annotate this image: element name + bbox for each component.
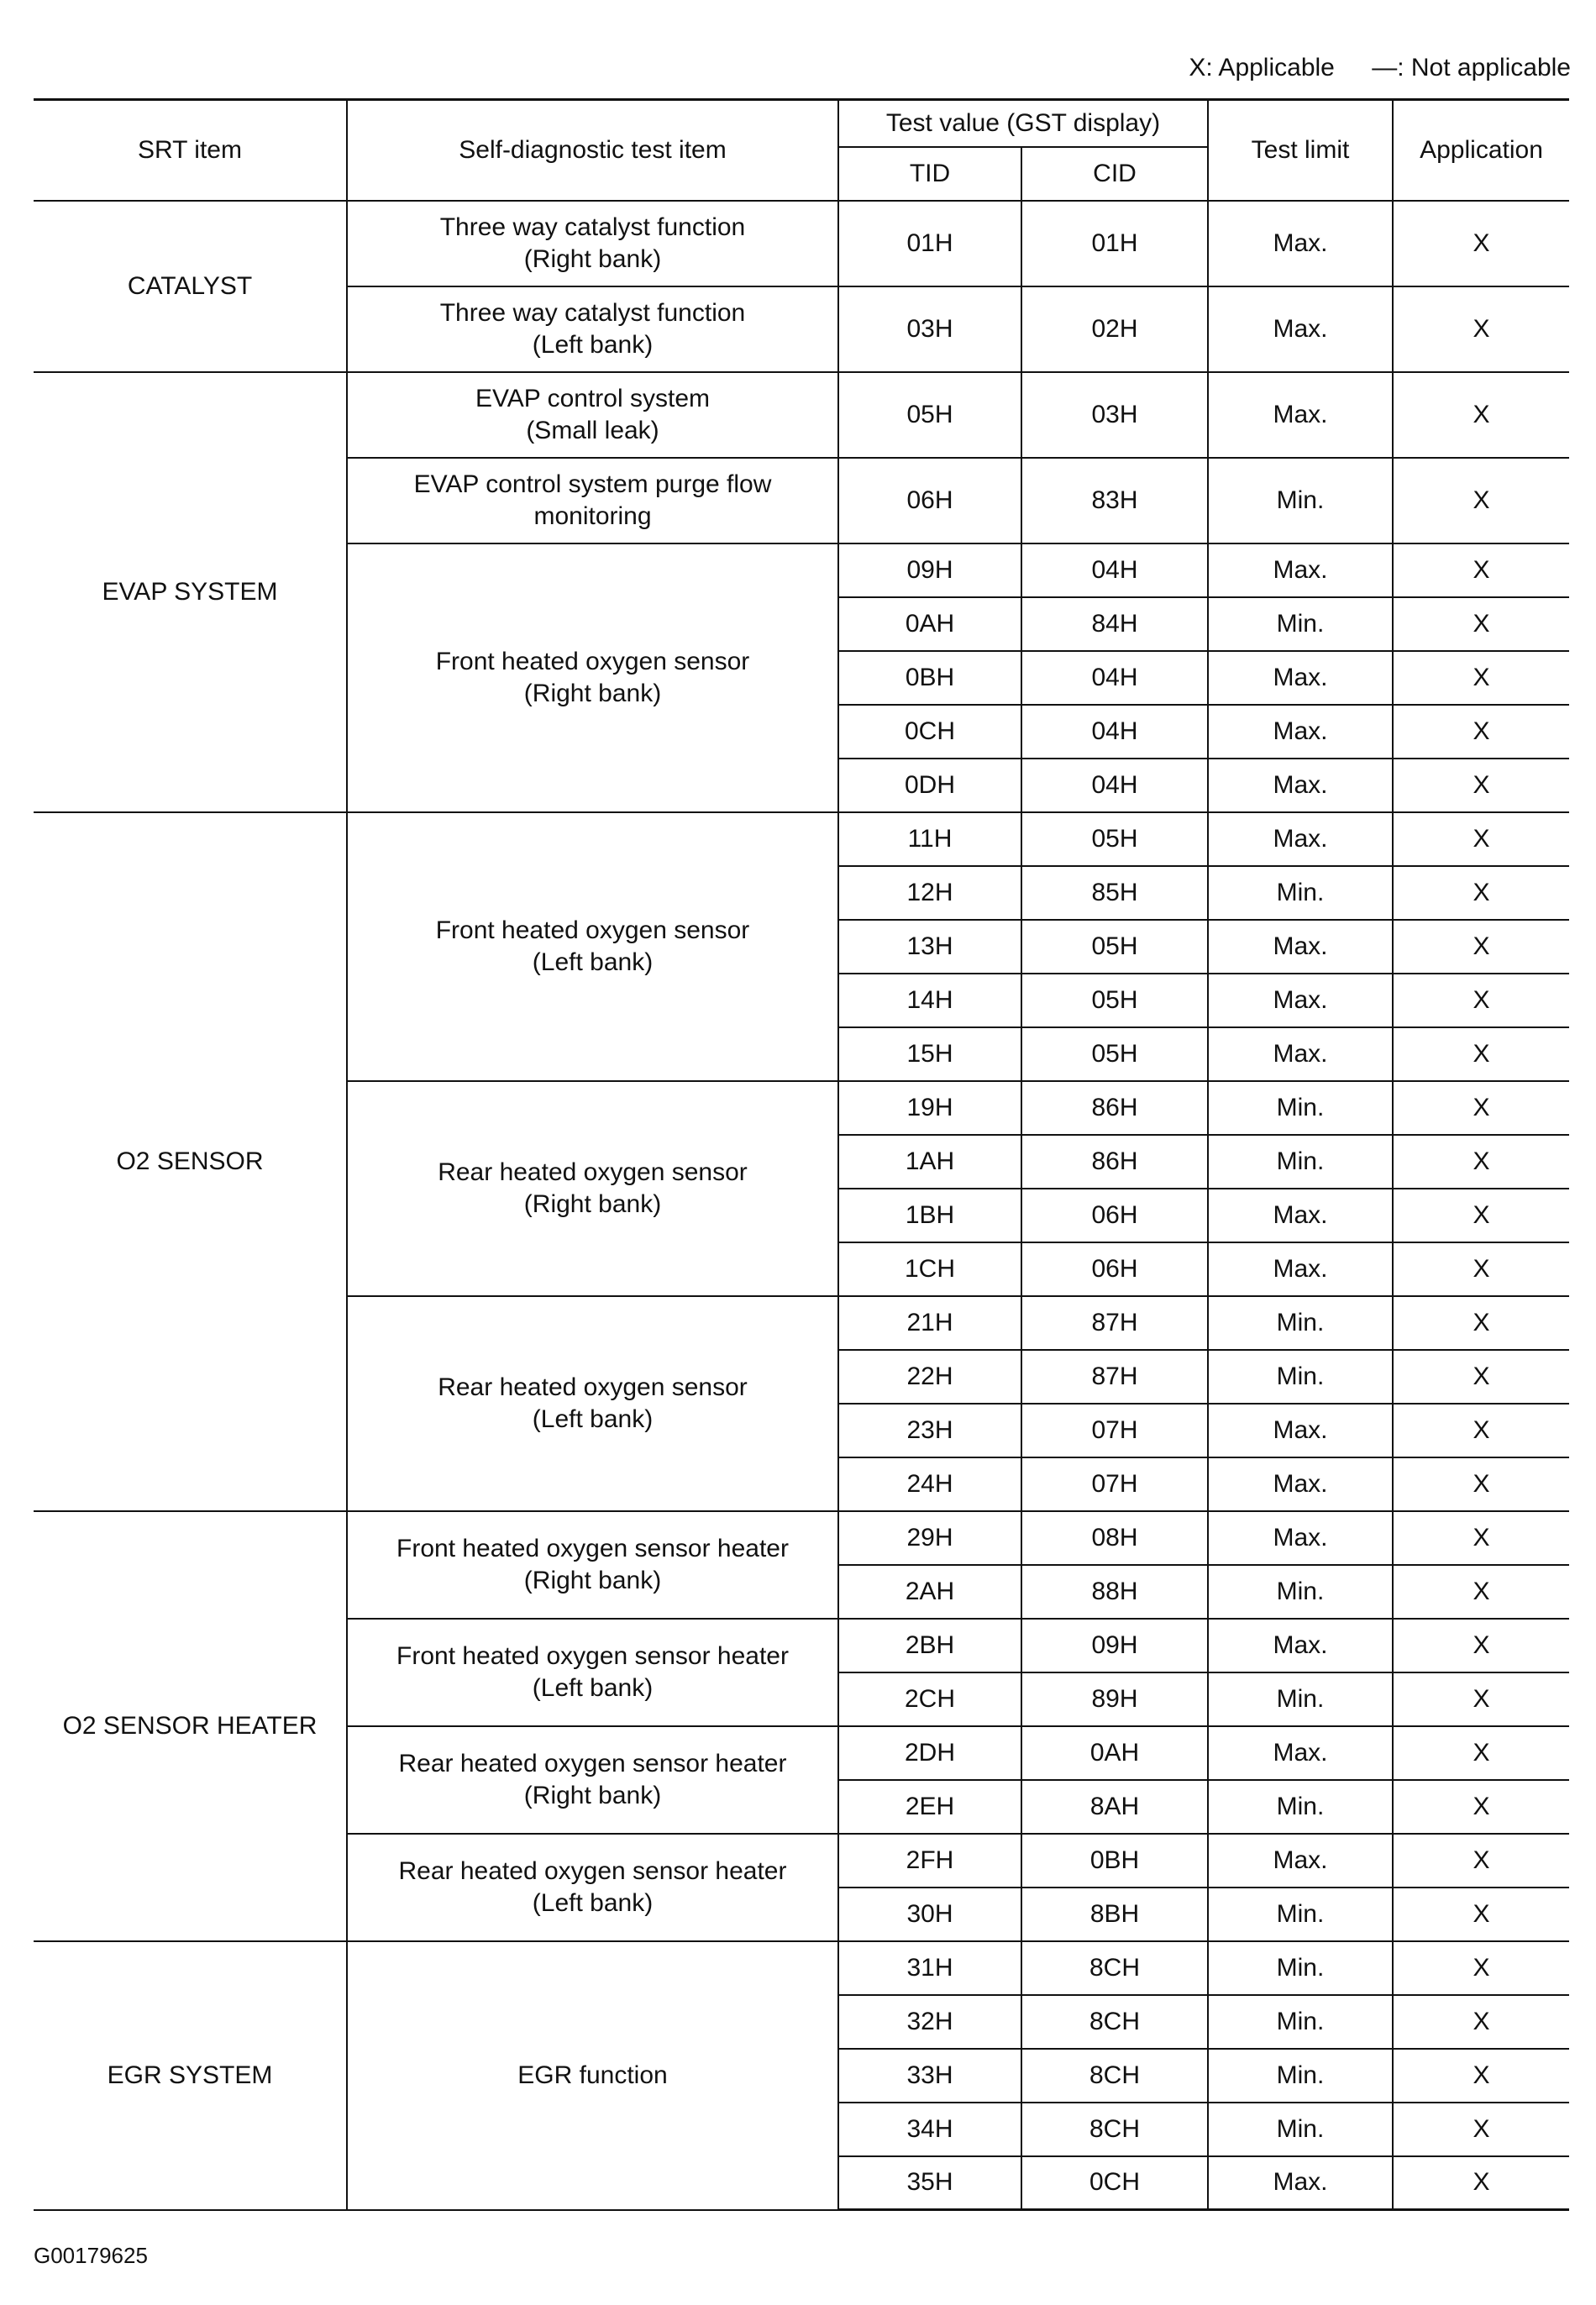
test-limit-cell: Max.	[1208, 920, 1393, 974]
cid-cell: 87H	[1021, 1296, 1208, 1350]
test-limit-cell: Max.	[1208, 1457, 1393, 1511]
header-test-limit: Test limit	[1208, 100, 1393, 201]
cid-cell: 05H	[1021, 920, 1208, 974]
cid-cell: 8CH	[1021, 2049, 1208, 2103]
test-limit-cell: Min.	[1208, 1135, 1393, 1189]
cid-cell: 84H	[1021, 597, 1208, 651]
test-item-cell: EGR function	[347, 1941, 838, 2210]
tid-cell: 21H	[838, 1296, 1021, 1350]
test-item-cell: Rear heated oxygen sensor (Left bank)	[347, 1296, 838, 1511]
table-header	[34, 100, 1569, 201]
test-item-cell: EVAP control system (Small leak)	[347, 372, 838, 458]
test-limit-cell: Min.	[1208, 2103, 1393, 2156]
application-cell: X	[1393, 372, 1569, 458]
srt-table	[34, 98, 1569, 2211]
test-limit-cell: Max.	[1208, 705, 1393, 759]
cid-cell: 88H	[1021, 1565, 1208, 1619]
tid-cell: 2CH	[838, 1672, 1021, 1726]
application-cell: X	[1393, 1565, 1569, 1619]
test-limit-cell: Max.	[1208, 286, 1393, 372]
cid-cell: 07H	[1021, 1404, 1208, 1457]
test-limit-cell: Min.	[1208, 1995, 1393, 2049]
tid-cell: 24H	[838, 1457, 1021, 1511]
tid-cell: 1BH	[838, 1189, 1021, 1242]
test-limit-cell: Max.	[1208, 1619, 1393, 1672]
cid-cell: 05H	[1021, 1027, 1208, 1081]
test-limit-cell: Max.	[1208, 974, 1393, 1027]
test-limit-cell: Max.	[1208, 759, 1393, 812]
srt-item-cell: EVAP SYSTEM	[34, 372, 347, 812]
tid-cell: 09H	[838, 543, 1021, 597]
cid-cell: 04H	[1021, 705, 1208, 759]
tid-cell: 0CH	[838, 705, 1021, 759]
test-item-cell: Three way catalyst function (Left bank)	[347, 286, 838, 372]
cid-cell: 08H	[1021, 1511, 1208, 1565]
srt-item-cell: CATALYST	[34, 201, 347, 372]
test-limit-cell: Max.	[1208, 651, 1393, 705]
tid-cell: 2EH	[838, 1780, 1021, 1834]
application-cell: X	[1393, 1941, 1569, 1995]
application-cell: X	[1393, 1027, 1569, 1081]
cid-cell: 0AH	[1021, 1726, 1208, 1780]
test-item-cell: Front heated oxygen sensor (Right bank)	[347, 543, 838, 812]
test-limit-cell: Max.	[1208, 543, 1393, 597]
application-cell: X	[1393, 1995, 1569, 2049]
header-tid: TID	[838, 147, 1021, 201]
test-item-cell: Front heated oxygen sensor heater (Right bank)	[347, 1511, 838, 1619]
legend-applicable: X: Applicable	[1189, 54, 1335, 81]
application-cell: X	[1393, 1457, 1569, 1511]
tid-cell: 05H	[838, 372, 1021, 458]
application-cell: X	[1393, 458, 1569, 543]
tid-cell: 1CH	[838, 1242, 1021, 1296]
cid-cell: 87H	[1021, 1350, 1208, 1404]
cid-cell: 8CH	[1021, 1941, 1208, 1995]
srt-item-cell: O2 SENSOR HEATER	[34, 1511, 347, 1941]
tid-cell: 2FH	[838, 1834, 1021, 1888]
tid-cell: 11H	[838, 812, 1021, 866]
tid-cell: 0BH	[838, 651, 1021, 705]
test-limit-cell: Min.	[1208, 1081, 1393, 1135]
test-item-cell: Rear heated oxygen sensor (Right bank)	[347, 1081, 838, 1296]
tid-cell: 1AH	[838, 1135, 1021, 1189]
test-limit-cell: Min.	[1208, 1888, 1393, 1941]
header-srt-item: SRT item	[34, 100, 347, 201]
cid-cell: 8AH	[1021, 1780, 1208, 1834]
cid-cell: 8BH	[1021, 1888, 1208, 1941]
tid-cell: 33H	[838, 2049, 1021, 2103]
figure-code: G00179625	[34, 2243, 148, 2268]
header-cid: CID	[1021, 147, 1208, 201]
cid-cell: 8CH	[1021, 1995, 1208, 2049]
tid-cell: 19H	[838, 1081, 1021, 1135]
cid-cell: 05H	[1021, 974, 1208, 1027]
tid-cell: 2DH	[838, 1726, 1021, 1780]
test-limit-cell: Max.	[1208, 201, 1393, 286]
tid-cell: 30H	[838, 1888, 1021, 1941]
table-body	[34, 201, 1569, 2210]
tid-cell: 12H	[838, 866, 1021, 920]
application-cell: X	[1393, 812, 1569, 866]
cid-cell: 05H	[1021, 812, 1208, 866]
table-row	[34, 201, 1569, 286]
application-cell: X	[1393, 1780, 1569, 1834]
cid-cell: 86H	[1021, 1135, 1208, 1189]
application-cell: X	[1393, 1511, 1569, 1565]
application-cell: X	[1393, 2103, 1569, 2156]
cid-cell: 04H	[1021, 759, 1208, 812]
tid-cell: 29H	[838, 1511, 1021, 1565]
test-limit-cell: Min.	[1208, 1780, 1393, 1834]
header-application: Application	[1393, 100, 1569, 201]
tid-cell: 2BH	[838, 1619, 1021, 1672]
cid-cell: 06H	[1021, 1242, 1208, 1296]
application-cell: X	[1393, 1834, 1569, 1888]
application-cell: X	[1393, 1135, 1569, 1189]
cid-cell: 85H	[1021, 866, 1208, 920]
test-item-cell: Three way catalyst function (Right bank)	[347, 201, 838, 286]
cid-cell: 07H	[1021, 1457, 1208, 1511]
test-limit-cell: Max.	[1208, 1834, 1393, 1888]
test-limit-cell: Min.	[1208, 1296, 1393, 1350]
application-cell: X	[1393, 543, 1569, 597]
tid-cell: 0DH	[838, 759, 1021, 812]
test-limit-cell: Min.	[1208, 866, 1393, 920]
application-cell: X	[1393, 1404, 1569, 1457]
cid-cell: 02H	[1021, 286, 1208, 372]
header-test-value: Test value (GST display)	[838, 100, 1208, 147]
tid-cell: 13H	[838, 920, 1021, 974]
tid-cell: 35H	[838, 2156, 1021, 2210]
application-cell: X	[1393, 286, 1569, 372]
test-limit-cell: Max.	[1208, 1242, 1393, 1296]
application-cell: X	[1393, 1888, 1569, 1941]
test-limit-cell: Max.	[1208, 1027, 1393, 1081]
cid-cell: 03H	[1021, 372, 1208, 458]
test-limit-cell: Min.	[1208, 1672, 1393, 1726]
application-cell: X	[1393, 1242, 1569, 1296]
tid-cell: 0AH	[838, 597, 1021, 651]
legend	[1189, 54, 1571, 82]
test-item-cell: Rear heated oxygen sensor heater (Left bank)	[347, 1834, 838, 1941]
application-cell: X	[1393, 705, 1569, 759]
cid-cell: 04H	[1021, 651, 1208, 705]
application-cell: X	[1393, 866, 1569, 920]
test-item-cell: Front heated oxygen sensor (Left bank)	[347, 812, 838, 1081]
cid-cell: 01H	[1021, 201, 1208, 286]
application-cell: X	[1393, 1726, 1569, 1780]
header-self-diagnostic: Self-diagnostic test item	[347, 100, 838, 201]
srt-item-cell: O2 SENSOR	[34, 812, 347, 1511]
tid-cell: 01H	[838, 201, 1021, 286]
cid-cell: 09H	[1021, 1619, 1208, 1672]
test-limit-cell: Max.	[1208, 2156, 1393, 2210]
tid-cell: 2AH	[838, 1565, 1021, 1619]
test-limit-cell: Max.	[1208, 812, 1393, 866]
application-cell: X	[1393, 1296, 1569, 1350]
tid-cell: 34H	[838, 2103, 1021, 2156]
test-item-cell: Front heated oxygen sensor heater (Left bank)	[347, 1619, 838, 1726]
test-limit-cell: Min.	[1208, 1350, 1393, 1404]
application-cell: X	[1393, 1619, 1569, 1672]
cid-cell: 0CH	[1021, 2156, 1208, 2210]
test-limit-cell: Min.	[1208, 1941, 1393, 1995]
tid-cell: 06H	[838, 458, 1021, 543]
cid-cell: 8CH	[1021, 2103, 1208, 2156]
test-limit-cell: Max.	[1208, 1404, 1393, 1457]
tid-cell: 03H	[838, 286, 1021, 372]
tid-cell: 22H	[838, 1350, 1021, 1404]
test-limit-cell: Min.	[1208, 458, 1393, 543]
test-limit-cell: Min.	[1208, 1565, 1393, 1619]
test-limit-cell: Min.	[1208, 2049, 1393, 2103]
application-cell: X	[1393, 2156, 1569, 2210]
tid-cell: 31H	[838, 1941, 1021, 1995]
application-cell: X	[1393, 597, 1569, 651]
tid-cell: 15H	[838, 1027, 1021, 1081]
tid-cell: 23H	[838, 1404, 1021, 1457]
test-item-cell: EVAP control system purge flow monitoring	[347, 458, 838, 543]
cid-cell: 04H	[1021, 543, 1208, 597]
table-row	[34, 372, 1569, 458]
cid-cell: 89H	[1021, 1672, 1208, 1726]
tid-cell: 14H	[838, 974, 1021, 1027]
application-cell: X	[1393, 974, 1569, 1027]
application-cell: X	[1393, 1081, 1569, 1135]
table-row	[34, 1511, 1569, 1565]
application-cell: X	[1393, 1672, 1569, 1726]
application-cell: X	[1393, 920, 1569, 974]
test-limit-cell: Max.	[1208, 1511, 1393, 1565]
application-cell: X	[1393, 201, 1569, 286]
cid-cell: 0BH	[1021, 1834, 1208, 1888]
srt-item-cell: EGR SYSTEM	[34, 1941, 347, 2210]
test-limit-cell: Max.	[1208, 1189, 1393, 1242]
test-limit-cell: Min.	[1208, 597, 1393, 651]
cid-cell: 86H	[1021, 1081, 1208, 1135]
tid-cell: 32H	[838, 1995, 1021, 2049]
test-limit-cell: Max.	[1208, 1726, 1393, 1780]
table-row	[34, 812, 1569, 866]
application-cell: X	[1393, 2049, 1569, 2103]
table-row	[34, 1941, 1569, 1995]
test-limit-cell: Max.	[1208, 372, 1393, 458]
application-cell: X	[1393, 759, 1569, 812]
application-cell: X	[1393, 1189, 1569, 1242]
application-cell: X	[1393, 651, 1569, 705]
cid-cell: 83H	[1021, 458, 1208, 543]
cid-cell: 06H	[1021, 1189, 1208, 1242]
legend-not-applicable: —: Not applicable	[1372, 54, 1571, 81]
application-cell: X	[1393, 1350, 1569, 1404]
test-item-cell: Rear heated oxygen sensor heater (Right bank)	[347, 1726, 838, 1834]
